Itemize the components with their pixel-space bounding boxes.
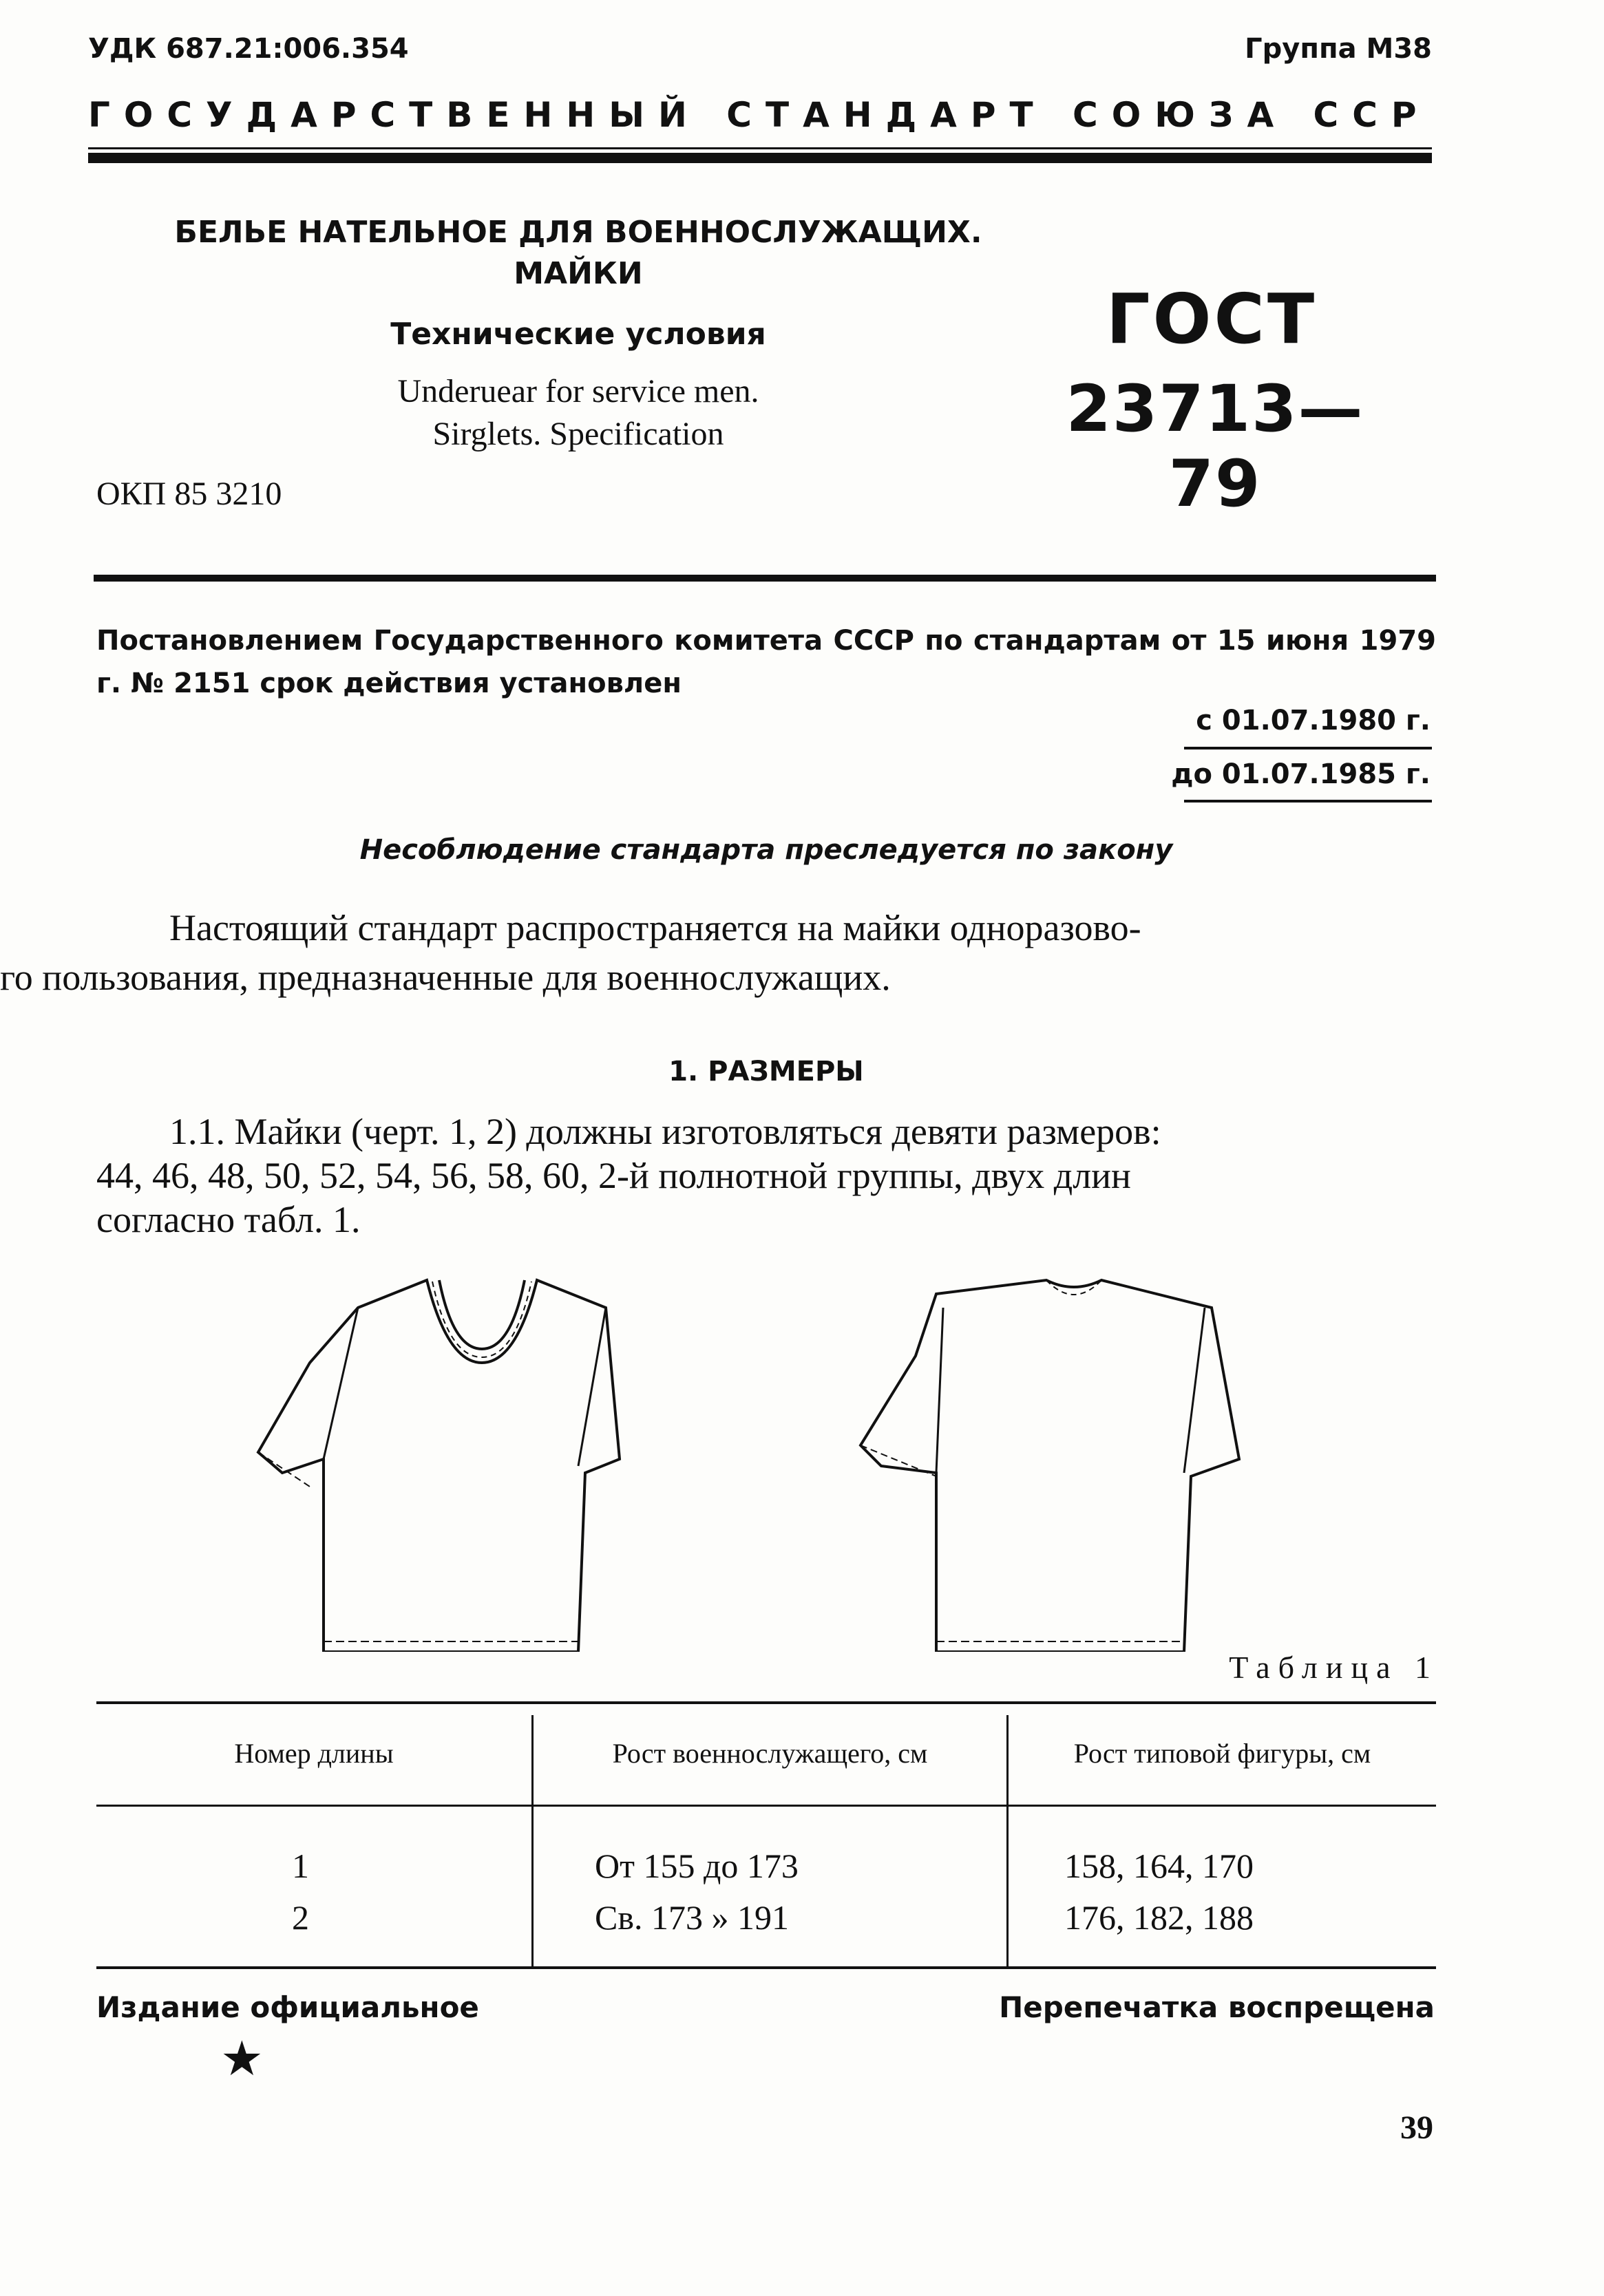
table-header-figure: Рост типовой фигуры, см — [1073, 1738, 1371, 1769]
star-icon: ★ — [220, 2033, 264, 2086]
table-top-rule — [96, 1701, 1436, 1704]
reprint-prohibited-label: Перепечатка воспрещена — [999, 1990, 1435, 2024]
clause-line-1: 1.1. Майки (черт. 1, 2) должны изготовляться девяти размеров: — [169, 1111, 1161, 1152]
title-line-2: МАЙКИ — [514, 256, 643, 291]
sirglet-back-drawing — [861, 1280, 1239, 1652]
sirglet-drawings — [234, 1266, 1308, 1652]
document-title — [172, 212, 984, 295]
clause-1-1 — [96, 1109, 1436, 1242]
english-title-line-2: Sirglets. Specification — [432, 416, 724, 452]
clause-line-2: 44, 46, 48, 50, 52, 54, 56, 58, 60, 2-й полнотной группы, двух длин — [96, 1155, 1131, 1196]
intro-paragraph — [0, 903, 1436, 1002]
table-caption: Таблица 1 — [1229, 1650, 1439, 1685]
table-header-length: Номер длины — [234, 1738, 394, 1769]
table-cell-figure-heights: 158, 164, 170 — [1064, 1847, 1254, 1885]
intro-line-1: Настоящий стандарт распространяется на майки одноразово- — [169, 907, 1141, 948]
title-rule — [94, 575, 1436, 582]
decree-text: Постановлением Государственного комитета СССР по стандартам от 15 июня 1979 г. № 2151 срок действия установлен — [96, 625, 1436, 699]
state-standard-banner: ГОСУДАРСТВЕННЫЙ СТАНДАРТ СОЮЗА ССР — [88, 95, 1431, 135]
header-rule — [88, 153, 1432, 163]
sirglet-front-drawing — [258, 1280, 620, 1652]
table-header-height: Рост военнослужащего, см — [612, 1738, 928, 1769]
table-cell-length-number: 2 — [292, 1898, 309, 1937]
page-number: 39 — [1400, 2109, 1433, 2146]
table-cell-height-range: Св. 173 » 191 — [595, 1898, 789, 1937]
clause-line-3: согласно табл. 1. — [96, 1199, 361, 1240]
title-line-1: БЕЛЬЕ НАТЕЛЬНОЕ ДЛЯ ВОЕННОСЛУЖАЩИХ. — [174, 215, 982, 250]
section-heading-sizes: 1. РАЗМЕРЫ — [668, 1056, 864, 1087]
gost-number: 23713—79 — [1066, 372, 1364, 522]
english-title-line-1: Underuear for service men. — [397, 373, 759, 410]
sizes-table — [96, 1701, 1436, 1970]
header-rule-thin — [88, 147, 1432, 149]
table-bottom-rule — [96, 1966, 1436, 1969]
official-edition-label: Издание официальное — [96, 1990, 479, 2024]
intro-line-2: го пользования, предназначенные для военнослужащих. — [0, 957, 891, 998]
date-rule-2 — [1184, 800, 1432, 802]
effective-from-date: с 01.07.1980 г. — [1196, 705, 1431, 736]
table-cell-height-range: От 155 до 173 — [595, 1847, 799, 1885]
effective-to-date: до 01.07.1985 г. — [1171, 758, 1431, 790]
table-cell-figure-heights: 176, 182, 188 — [1064, 1898, 1254, 1937]
date-rule-1 — [1184, 747, 1432, 750]
noncompliance-notice: Несоблюдение стандарта преследуется по закону — [359, 834, 1173, 866]
okp-code: ОКП 85 3210 — [96, 476, 282, 512]
table-cell-length-number: 1 — [292, 1847, 309, 1885]
gost-label: ГОСТ — [1106, 279, 1318, 359]
udk-code: УДК 687.21:006.354 — [88, 33, 409, 65]
english-title — [248, 370, 909, 456]
table-header-rule — [96, 1805, 1436, 1807]
document-subtitle: Технические условия — [390, 317, 766, 352]
group-code: Группа М38 — [1245, 33, 1432, 65]
